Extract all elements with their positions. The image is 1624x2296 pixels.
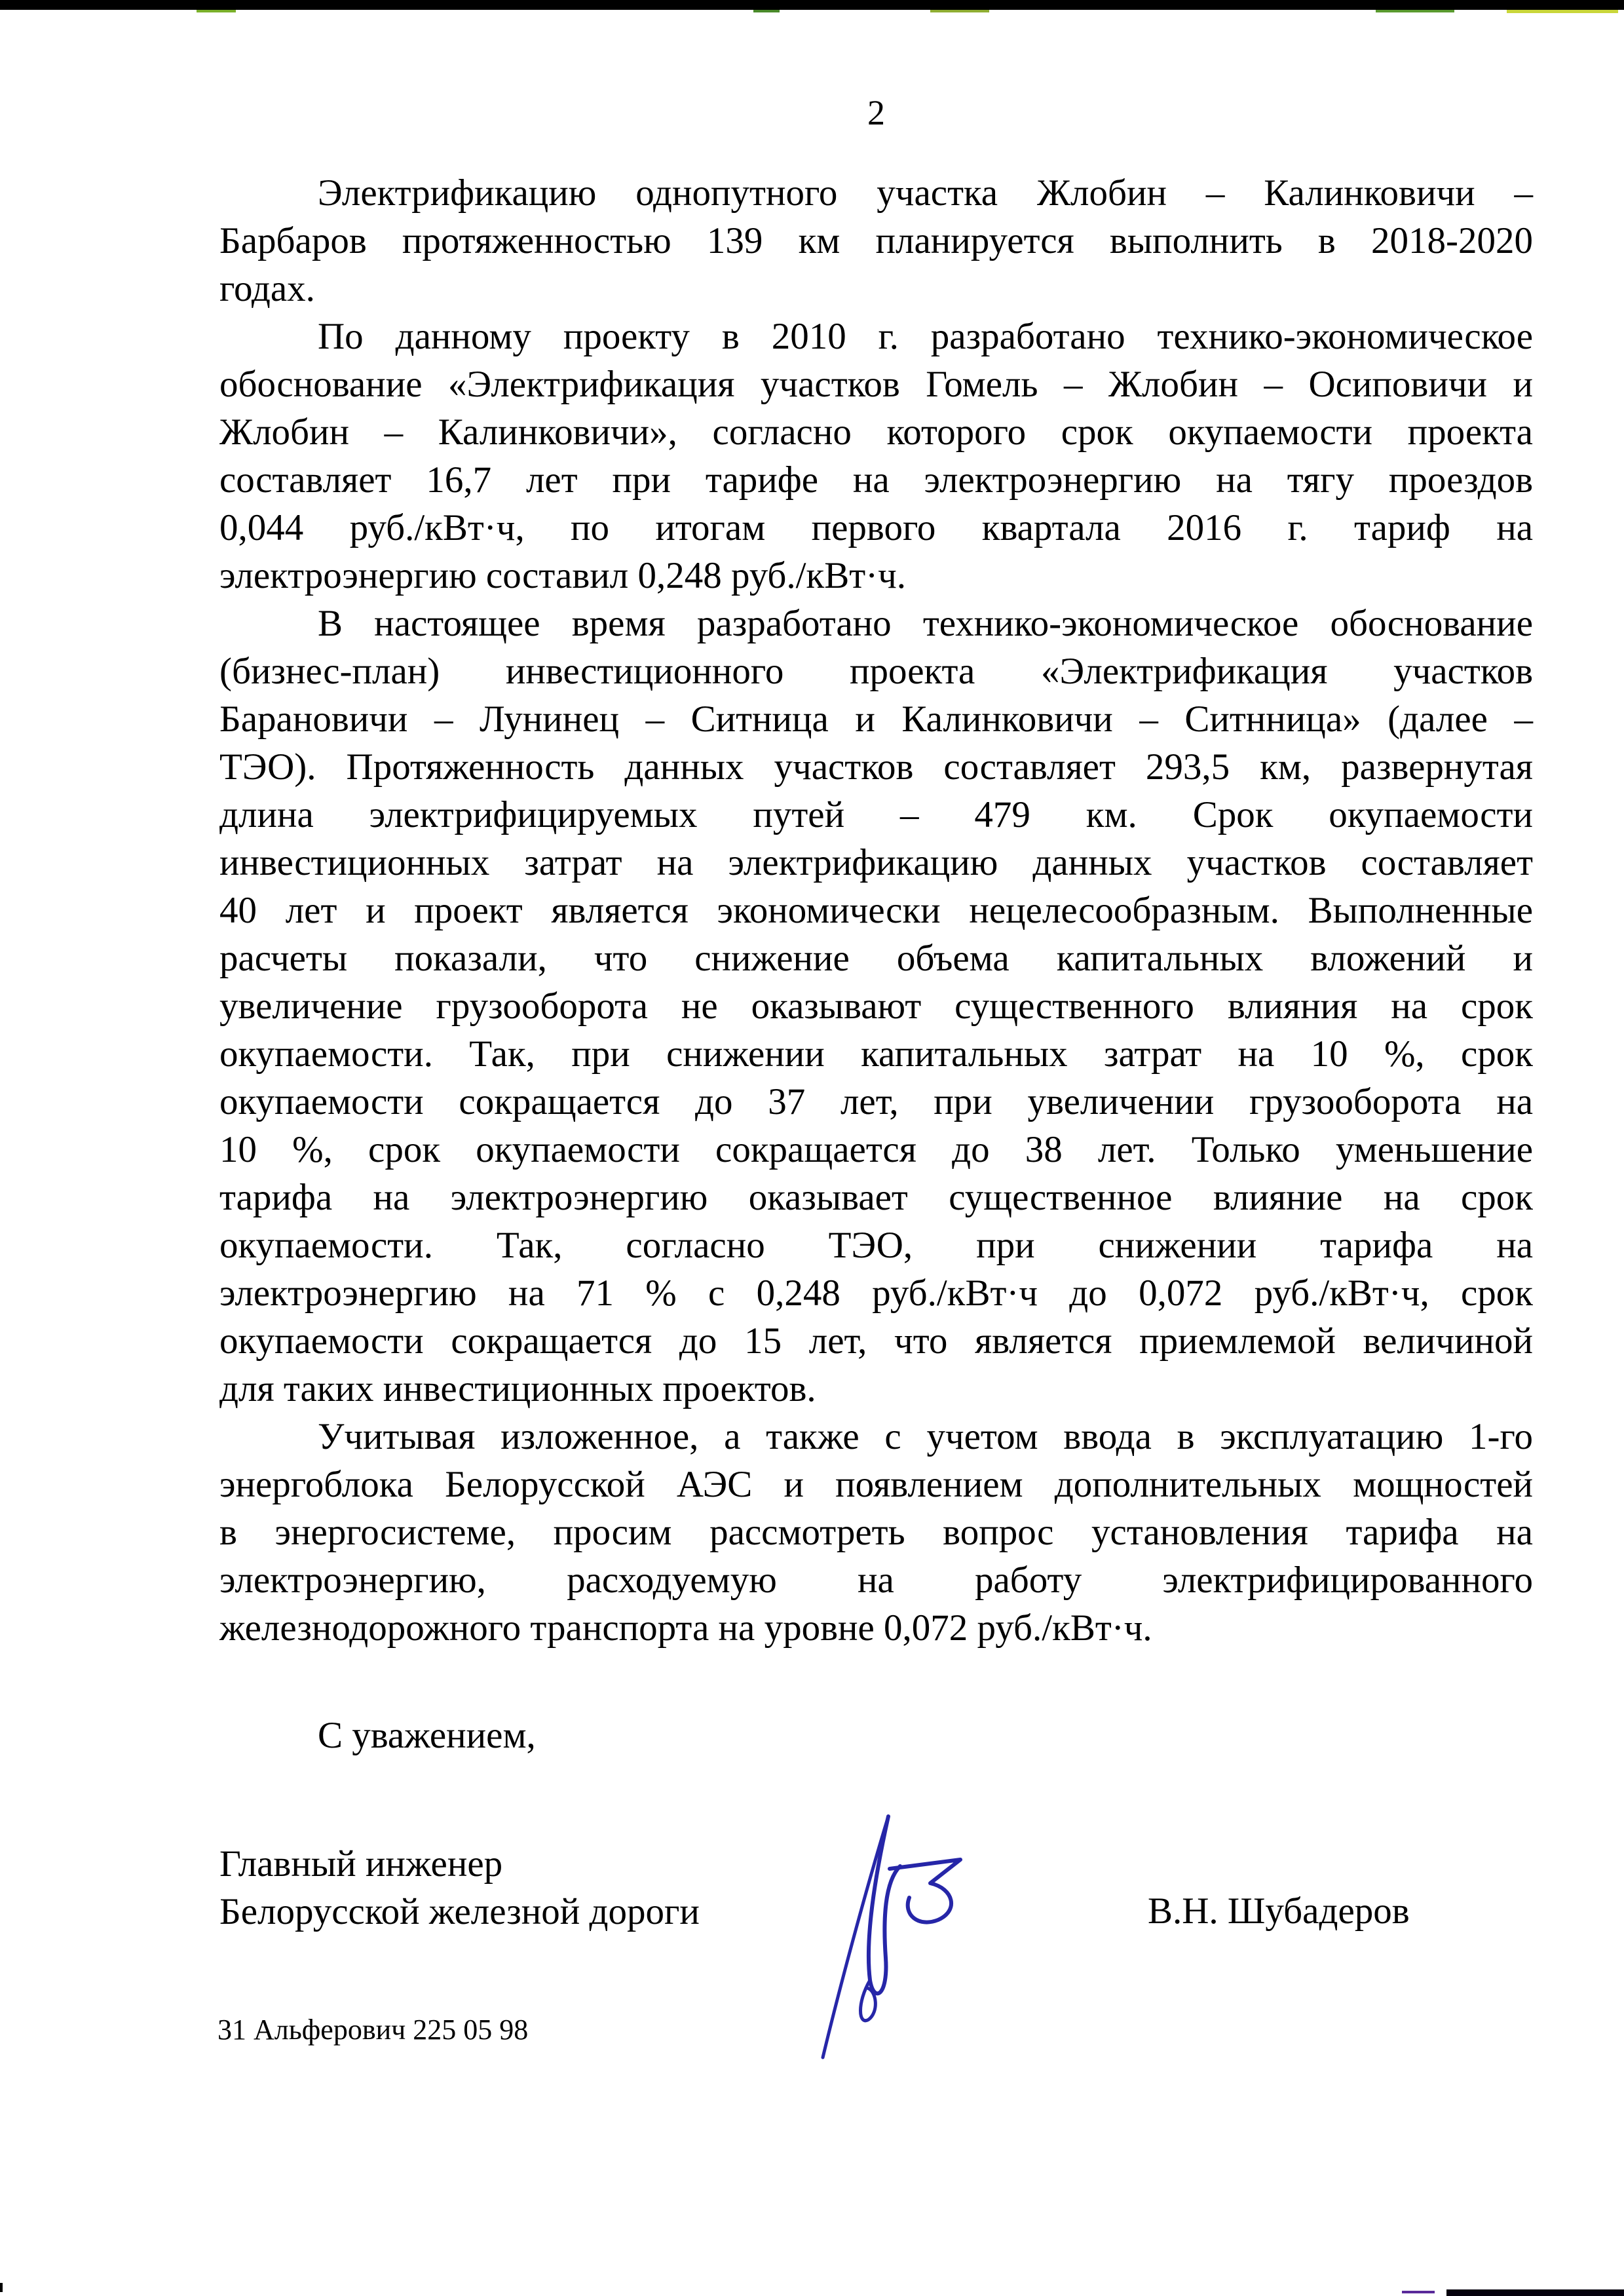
body-line: тарифа на электроэнергию оказывает существенное влияние на срок bbox=[219, 1177, 1533, 1218]
body-line: Жлобин – Калинковичи», согласно которого срок окупаемости проекта bbox=[219, 411, 1533, 453]
signatory-name: В.Н. Шубадеров bbox=[1148, 1890, 1410, 1932]
scan-noise-speck bbox=[753, 10, 780, 12]
body-line: окупаемости сокращается до 37 лет, при увеличении грузооборота на bbox=[219, 1081, 1533, 1122]
scan-artifact-corner-notch bbox=[0, 2283, 3, 2292]
body-line: Учитывая изложенное, а также с учетом ввода в эксплуатацию 1-го bbox=[318, 1416, 1533, 1457]
body-line: электроэнергию составил 0,248 руб./кВт·ч. bbox=[219, 555, 907, 596]
body-line: 0,044 руб./кВт·ч, по итогам первого квартала 2016 г. тариф на bbox=[219, 507, 1533, 548]
body-line: окупаемости сокращается до 15 лет, что является приемлемой величиной bbox=[219, 1320, 1533, 1362]
body-line: обоснование «Электрификация участков Гомель – Жлобин – Осиповичи и bbox=[219, 364, 1533, 405]
body-line: (бизнес-план) инвестиционного проекта «Электрификация участков bbox=[219, 651, 1533, 692]
body-line: окупаемости. Так, согласно ТЭО, при снижении тарифа на bbox=[219, 1225, 1533, 1266]
body-line: окупаемости. Так, при снижении капитальных затрат на 10 %, срок bbox=[219, 1033, 1533, 1075]
scan-noise-speck bbox=[1507, 10, 1618, 13]
body-line: составляет 16,7 лет при тарифе на электроэнергию на тягу проездов bbox=[219, 459, 1533, 501]
body-line: электроэнергию, расходуемую на работу электрифицированного bbox=[219, 1559, 1533, 1601]
body-line: энергоблока Белорусской АЭС и появлением дополнительных мощностей bbox=[219, 1464, 1533, 1505]
body-line: расчеты показали, что снижение объема капитальных вложений и bbox=[219, 938, 1533, 979]
body-line: в энергосистеме, просим рассмотреть вопрос установления тарифа на bbox=[219, 1512, 1533, 1553]
letter-body bbox=[219, 169, 1533, 1652]
closing-salutation: С уважением, bbox=[318, 1715, 536, 1756]
scan-noise-speck bbox=[1402, 2291, 1435, 2293]
body-line: В настоящее время разработано технико-экономическое обоснование bbox=[318, 603, 1533, 644]
body-line: Барбаров протяженностью 139 км планируется выполнить в 2018-2020 bbox=[219, 220, 1533, 261]
body-line: Электрификацию однопутного участка Жлобин – Калинковичи – bbox=[318, 172, 1533, 214]
page-number: 2 bbox=[867, 93, 885, 132]
scan-artifact-top-bar bbox=[0, 0, 1624, 10]
signatory-position-line2: Белорусской железной дороги bbox=[219, 1891, 700, 1932]
body-line: длина электрифицируемых путей – 479 км. Срок окупаемости bbox=[219, 794, 1533, 835]
scan-noise-speck bbox=[930, 10, 989, 12]
body-line: электроэнергию на 71 % с 0,248 руб./кВт·ч до 0,072 руб./кВт·ч, срок bbox=[219, 1272, 1533, 1314]
signatory-position-line1: Главный инженер bbox=[219, 1843, 503, 1885]
signature-image bbox=[753, 1799, 989, 2061]
body-line: увеличение грузооборота не оказывают существенного влияния на срок bbox=[219, 985, 1533, 1027]
scan-noise-speck bbox=[197, 10, 236, 12]
body-line: для таких инвестиционных проектов. bbox=[219, 1368, 816, 1409]
body-line: железнодорожного транспорта на уровне 0,072 руб./кВт·ч. bbox=[219, 1607, 1152, 1649]
body-line: годах. bbox=[219, 268, 315, 309]
body-line: 10 %, срок окупаемости сокращается до 38 лет. Только уменьшение bbox=[219, 1129, 1533, 1170]
executor-reference: 31 Альферович 225 05 98 bbox=[217, 2014, 529, 2046]
signatory-position bbox=[219, 1840, 700, 1936]
body-line: Барановичи – Лунинец – Ситница и Калинковичи – Ситнница» (далее – bbox=[219, 698, 1533, 740]
body-line: По данному проекту в 2010 г. разработано технико-экономическое bbox=[318, 316, 1533, 357]
body-line: инвестиционных затрат на электрификацию данных участков составляет bbox=[219, 842, 1533, 883]
scan-noise-speck bbox=[1376, 10, 1454, 12]
body-line: ТЭО). Протяженность данных участков составляет 293,5 км, развернутая bbox=[219, 746, 1533, 788]
body-line: 40 лет и проект является экономически нецелесообразным. Выполненные bbox=[219, 890, 1533, 931]
scan-artifact-bottom-bar bbox=[1446, 2289, 1624, 2296]
